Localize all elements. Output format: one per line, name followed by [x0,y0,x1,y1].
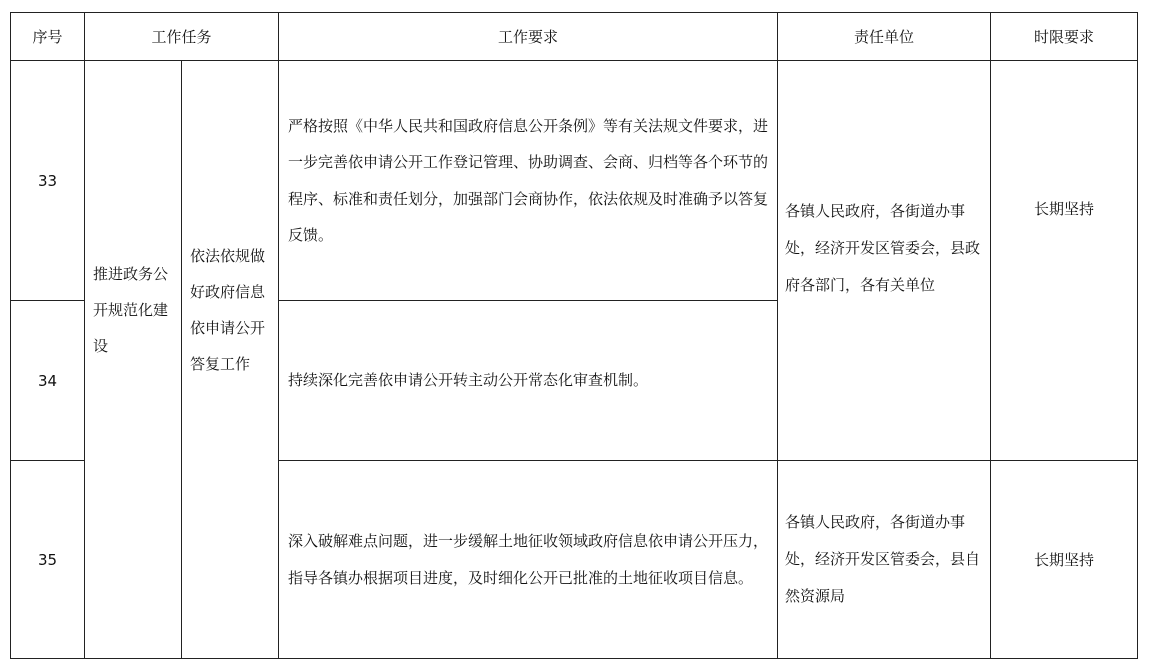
header-requirement: 工作要求 [279,13,778,61]
row-seq: 34 [11,301,85,461]
header-unit: 责任单位 [778,13,991,61]
shared-unit-text: 各镇人民政府，各街道办事处，经济开发区管委会，县政府各部门，各有关单位 [785,202,981,294]
shared-unit [778,61,991,461]
header-seq: 序号 [11,13,85,61]
shared-deadline [991,61,1138,461]
table-row [11,61,1138,301]
header-task: 工作任务 [85,13,279,61]
row-unit: 各镇人民政府，各街道办事处，经济开发区管委会，县自然资源局 [778,461,991,659]
row-deadline: 长期坚持 [991,461,1138,659]
row-seq: 35 [11,461,85,659]
shared-deadline-text: 长期坚持 [1034,199,1095,218]
task-category [85,61,182,659]
row-requirement: 持续深化完善依申请公开转主动公开常态化审查机制。 [279,301,778,461]
task-category-text: 推进政务公开规范化建设 [93,264,169,355]
task-subtask [182,61,279,659]
table-header-row [11,13,1138,61]
row-seq: 33 [11,61,85,301]
row-requirement: 严格按照《中华人民共和国政府信息公开条例》等有关法规文件要求，进一步完善依申请公开工作登记管理、协助调查、会商、归档等各个环节的程序、标准和责任划分，加强部门会商协作，依法依规及时准确予以答复反馈。 [279,61,778,301]
work-task-table [10,12,1138,659]
task-subtask-text: 依法依规做好政府信息依申请公开答复工作 [190,246,266,373]
header-deadline: 时限要求 [991,13,1138,61]
row-requirement: 深入破解难点问题，进一步缓解土地征收领域政府信息依申请公开压力，指导各镇办根据项目进度，及时细化公开已批准的土地征收项目信息。 [279,461,778,659]
